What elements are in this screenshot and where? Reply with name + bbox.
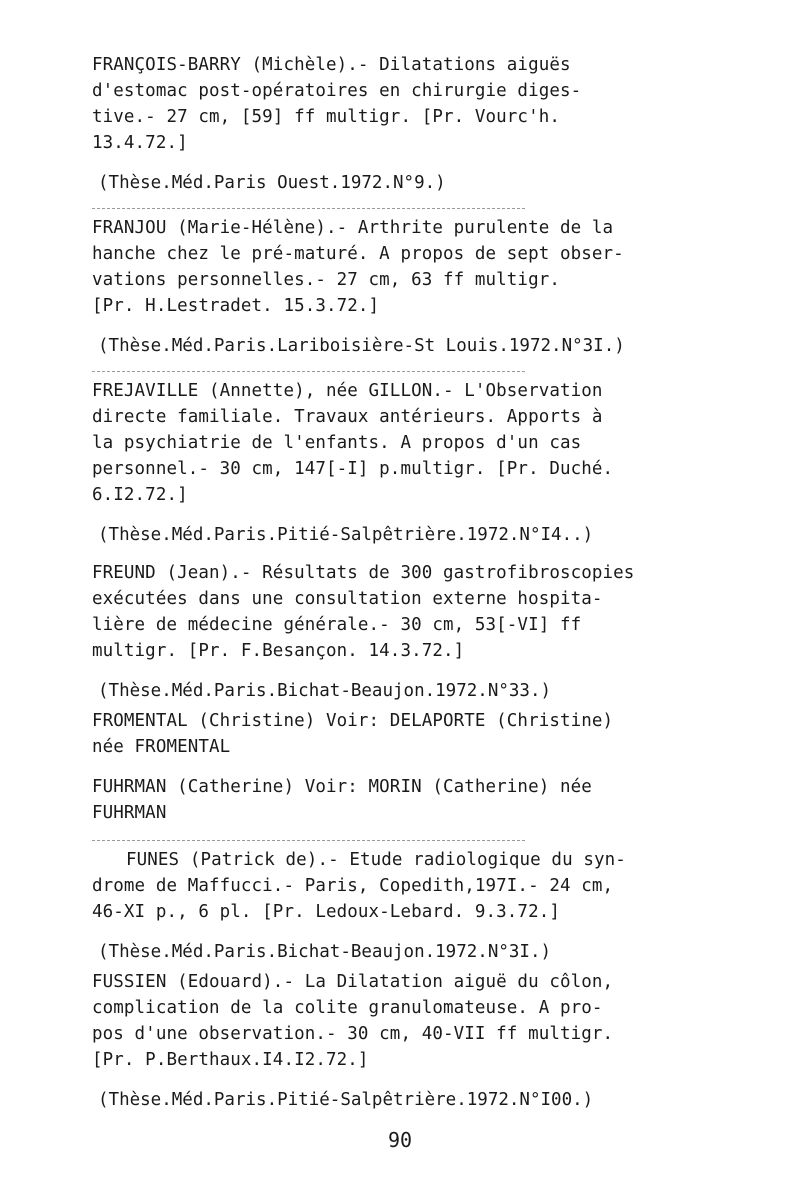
entry-text-line: [Pr. H.Lestradet. 15.3.72.]	[92, 296, 380, 316]
bibliography-entry	[92, 378, 710, 548]
divider	[92, 208, 525, 209]
entry-text-line: drome de Maffucci.- Paris, Copedith,197I.- 24 cm,	[92, 876, 614, 896]
bibliography-entry	[92, 215, 710, 359]
entry-source: (Thèse.Méd.Paris.Pitié-Salpêtrière.1972.N°I4..)	[98, 525, 594, 545]
entry-text-line: FUHRMAN (Catherine) Voir: MORIN (Catherine) née	[92, 777, 592, 797]
entry-text-line: FREUND (Jean).- Résultats de 300 gastrofibroscopies	[92, 563, 635, 583]
entry-text-line: FRANÇOIS-BARRY (Michèle).- Dilatations aiguës	[92, 55, 571, 75]
entry-text-line: FROMENTAL (Christine) Voir: DELAPORTE (Christine)	[92, 711, 614, 731]
entry-text-line: 46-XI p., 6 pl. [Pr. Ledoux-Lebard. 9.3.72.]	[92, 902, 560, 922]
cross-reference-entry	[92, 708, 710, 760]
divider	[92, 371, 525, 372]
entry-text-line: hanche chez le pré-maturé. A propos de sept obser-	[92, 244, 624, 264]
entry-text-line: FRANJOU (Marie-Hélène).- Arthrite purulente de la	[92, 218, 614, 238]
entry-text-line: directe familiale. Travaux antérieurs. Apports à	[92, 407, 603, 427]
entry-text-line: complication de la colite granulomateuse. A pro-	[92, 998, 603, 1018]
entry-text-line: [Pr. P.Berthaux.I4.I2.72.]	[92, 1050, 369, 1070]
entry-text-line: pos d'une observation.- 30 cm, 40-VII ff multigr.	[92, 1024, 614, 1044]
divider	[92, 840, 525, 841]
bibliography-entry	[92, 847, 710, 965]
entry-text-line: vations personnelles.- 27 cm, 63 ff multigr.	[92, 270, 560, 290]
entry-text-line: d'estomac post-opératoires en chirurgie diges-	[92, 81, 582, 101]
bibliography-entry	[92, 52, 710, 196]
entry-text-line: FUHRMAN	[92, 803, 167, 823]
entry-text-line: exécutées dans une consultation externe hospita-	[92, 589, 603, 609]
entry-text-line: personnel.- 30 cm, 147[-I] p.multigr. [Pr. Duché.	[92, 459, 614, 479]
bibliography-entry	[92, 560, 710, 704]
entry-text-line: la psychiatrie de l'enfants. A propos d'un cas	[92, 433, 582, 453]
entry-source: (Thèse.Méd.Paris.Pitié-Salpêtrière.1972.N°I00.)	[98, 1090, 594, 1110]
entry-source: (Thèse.Méd.Paris.Lariboisière-St Louis.1972.N°3I.)	[98, 336, 625, 356]
cross-reference-entry	[92, 774, 710, 826]
bibliography-entry	[92, 969, 710, 1113]
entry-text-line: 13.4.72.]	[92, 133, 188, 153]
entry-text-line: FUNES (Patrick de).- Etude radiologique du syn-	[126, 850, 626, 870]
entry-text-line: FREJAVILLE (Annette), née GILLON.- L'Observation	[92, 381, 603, 401]
entry-source: (Thèse.Méd.Paris.Bichat-Beaujon.1972.N°33.)	[98, 681, 552, 701]
entry-source: (Thèse.Méd.Paris Ouest.1972.N°9.)	[98, 173, 446, 193]
page-number: 90	[387, 1128, 413, 1152]
entry-text-line: multigr. [Pr. F.Besançon. 14.3.72.]	[92, 641, 465, 661]
entry-source: (Thèse.Méd.Paris.Bichat-Beaujon.1972.N°3I.)	[98, 942, 552, 962]
entry-text-line: née FROMENTAL	[92, 737, 231, 757]
entry-text-line: tive.- 27 cm, [59] ff multigr. [Pr. Vourc'h.	[92, 107, 560, 127]
entry-text-line: lière de médecine générale.- 30 cm, 53[-VI] ff	[92, 615, 582, 635]
entry-text-line: 6.I2.72.]	[92, 485, 188, 505]
entry-text-line: FUSSIEN (Edouard).- La Dilatation aiguë du côlon,	[92, 972, 614, 992]
